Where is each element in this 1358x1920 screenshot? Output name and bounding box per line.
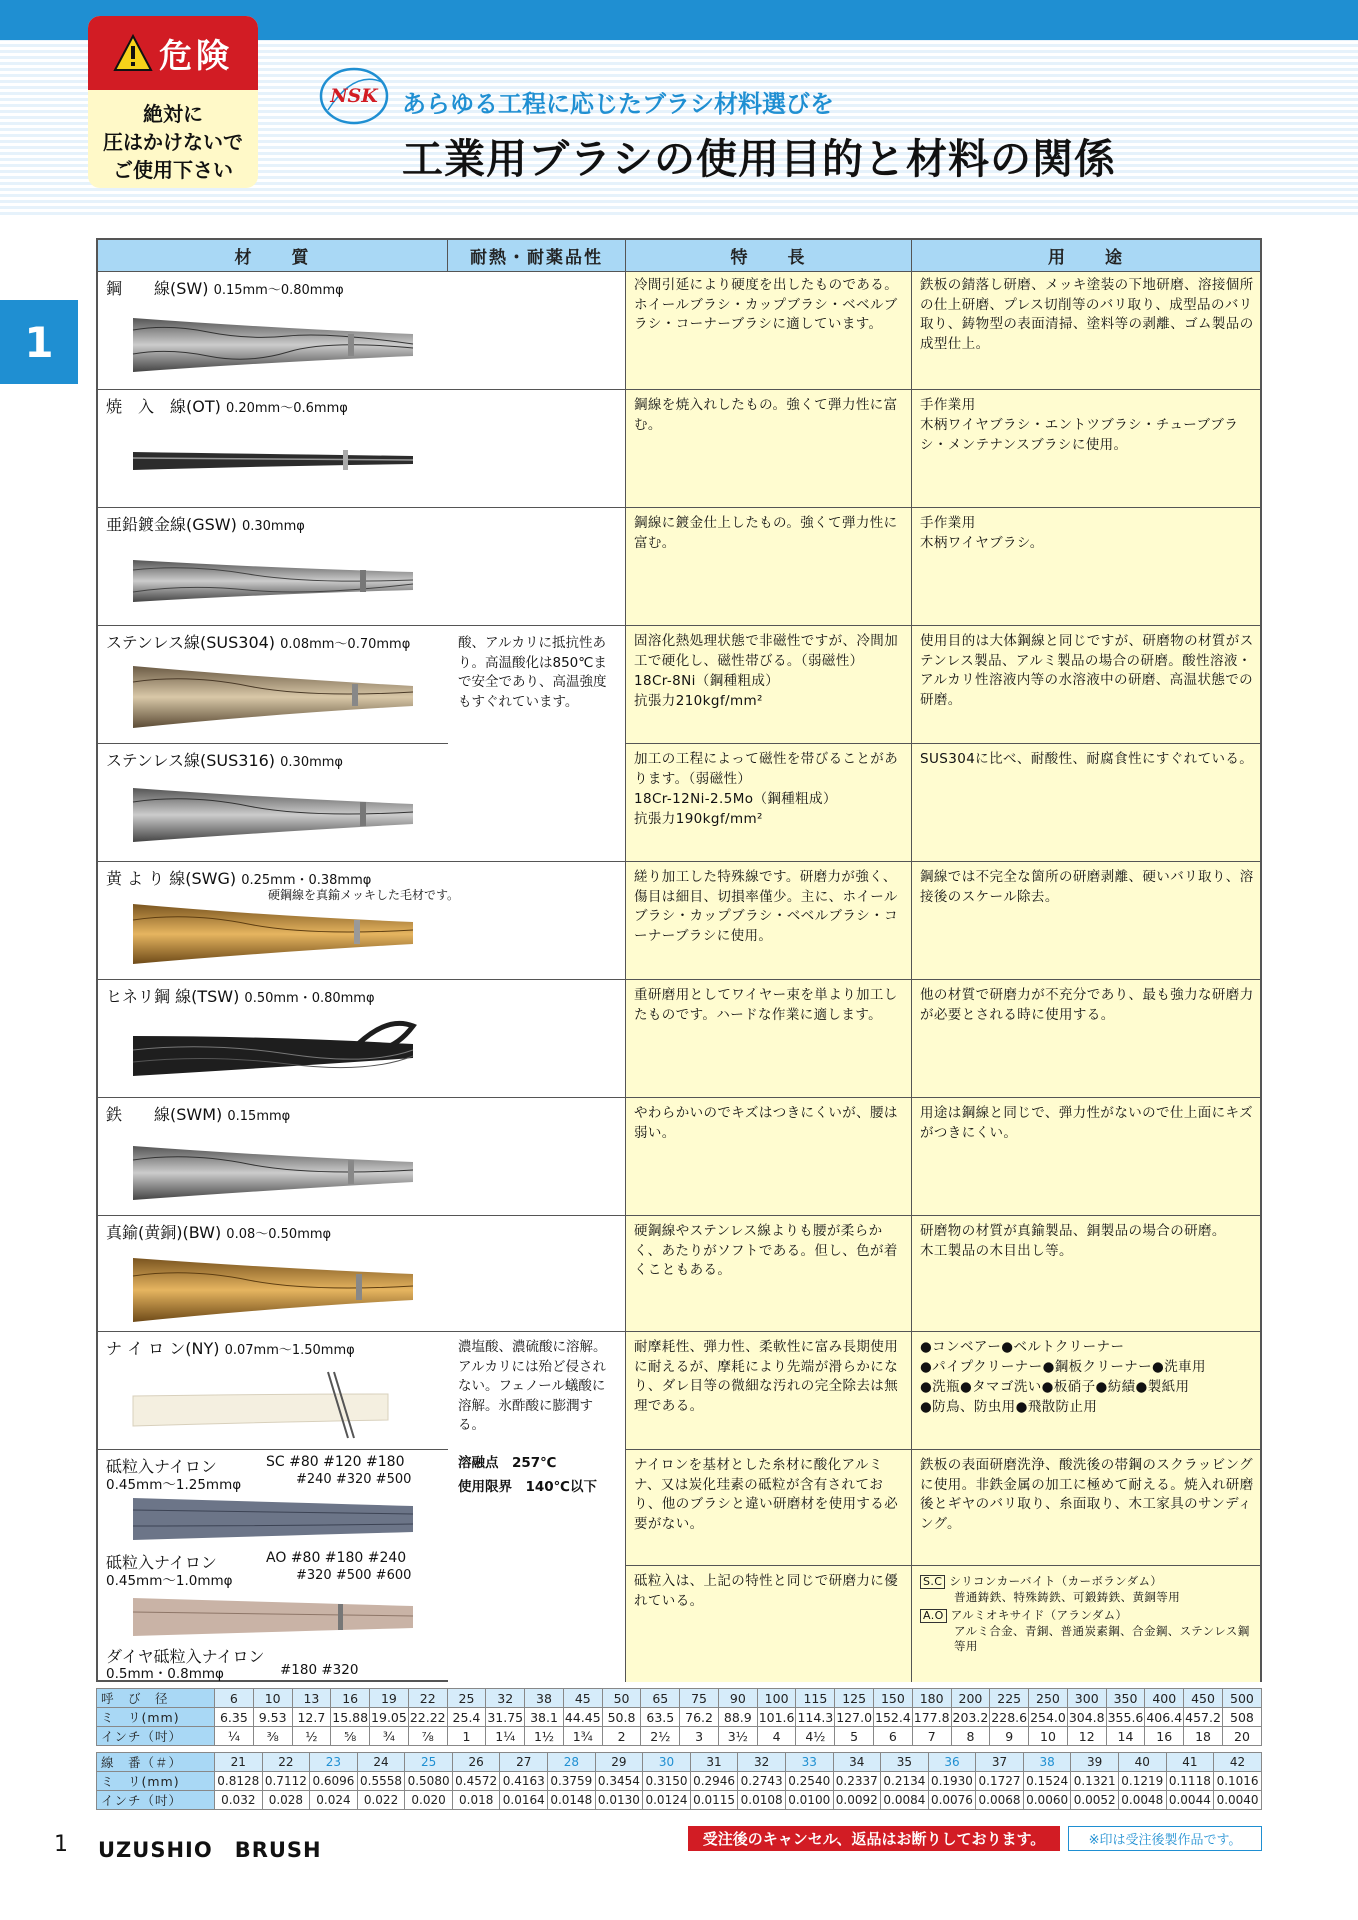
- table-cell: 12.7: [292, 1708, 331, 1727]
- table-cell: 355.6: [1107, 1709, 1144, 1725]
- use-bullet: ●パイプクリーナー●鋼板クリーナー●洗車用: [920, 1359, 1206, 1375]
- table-cell: 0.2946: [690, 1772, 738, 1791]
- table-cell: 0.032: [215, 1791, 263, 1810]
- use-text: 使用目的は大体鋼線と同じですが、研磨物の材質がステンレス製品、アルミ製品の場合の研磨。酸性溶液・アルカリ性溶液内等の水溶液中の研磨、高温状態での研磨。: [920, 633, 1254, 708]
- feature-text: 耐摩耗性、弾力性、柔軟性に富み長期使用に耐えるが、摩耗により先端が滑らかになり、ダレ目等の微細な汚れの完全除去は無理である。: [634, 1339, 899, 1414]
- use-text: 木柄ワイヤブラシ。: [920, 535, 1044, 551]
- table-cell: 22: [408, 1689, 447, 1708]
- table-cell: 2½: [641, 1727, 680, 1746]
- abrasive-size: 0.45mm〜1.25mmφ: [106, 1477, 242, 1493]
- table-cell: 1¾: [563, 1727, 602, 1746]
- table-cell: 500: [1222, 1689, 1261, 1708]
- table-cell: 35: [881, 1753, 929, 1772]
- table-cell: 180: [912, 1689, 951, 1708]
- table-cell: 39: [1071, 1753, 1119, 1772]
- abrasive-size: 0.5mm・0.8mmφ: [106, 1666, 224, 1682]
- row-label: ミ リ(mm): [97, 1772, 215, 1791]
- table-cell: 1½: [525, 1727, 564, 1746]
- table-cell: 25: [447, 1689, 486, 1708]
- row-divider: [98, 979, 1260, 980]
- table-cell: 0.020: [405, 1791, 453, 1810]
- table-cell: 75: [680, 1689, 719, 1708]
- table-cell: 63.5: [641, 1708, 680, 1727]
- table-cell: 0.0092: [833, 1791, 881, 1810]
- material-name: ヒネリ鋼 線(TSW) 0.50mm・0.80mmφ: [106, 987, 375, 1006]
- table-cell: 9: [990, 1727, 1029, 1746]
- table-cell: 24: [357, 1753, 405, 1772]
- use-text: 手作業用: [920, 397, 976, 413]
- table-cell: 0.6096: [310, 1772, 358, 1791]
- table-cell: 508: [1222, 1708, 1261, 1727]
- table-cell: 18: [1184, 1727, 1223, 1746]
- danger-title: 危険: [159, 35, 233, 75]
- table-cell: 0.0148: [548, 1791, 596, 1810]
- table-cell: 0.0108: [738, 1791, 786, 1810]
- material-name: ステンレス線(SUS316) 0.30mmφ: [106, 751, 344, 770]
- table-cell: 115: [796, 1689, 835, 1708]
- table-cell: 31.75: [487, 1709, 524, 1725]
- table-cell: 32: [486, 1689, 525, 1708]
- table-cell: 45: [563, 1689, 602, 1708]
- table-cell: 6: [874, 1727, 913, 1746]
- material-name: 亜鉛鍍金線(GSW) 0.30mmφ: [106, 515, 305, 534]
- table-cell: 0.0124: [643, 1791, 691, 1810]
- table-cell: 41: [1166, 1753, 1214, 1772]
- abrasive-grade: SC #80 #120 #180: [266, 1454, 405, 1470]
- table-cell: 38: [525, 1689, 564, 1708]
- use-text: 他の材質で研磨力が不充分であり、最も強力な研磨力が必要とされる時に使用する。: [920, 987, 1254, 1023]
- table-cell: 0.5080: [405, 1772, 453, 1791]
- feature-text: 抗張力210kgf/mm²: [634, 693, 763, 709]
- iron-wire-brush-image: [128, 1138, 418, 1208]
- material-name: 真鍮(黄銅)(BW) 0.08〜0.50mmφ: [106, 1223, 332, 1242]
- table-cell: 90: [718, 1689, 757, 1708]
- table-cell: 125: [835, 1689, 874, 1708]
- table-cell: 0.1321: [1071, 1772, 1119, 1791]
- row-divider: [626, 743, 1260, 744]
- nsk-logo: [318, 66, 390, 126]
- table-cell: 6: [215, 1689, 254, 1708]
- gauge-number-row: [97, 1753, 1262, 1772]
- wire-gauge-table: [96, 1752, 1262, 1810]
- table-cell: 228.6: [991, 1709, 1028, 1725]
- danger-message: [88, 90, 258, 184]
- table-cell: 0.2337: [833, 1772, 881, 1791]
- abrasive-nylon-ao-brush-image: [128, 1592, 418, 1642]
- table-cell: 1: [447, 1727, 486, 1746]
- table-cell: 22: [262, 1753, 310, 1772]
- table-cell: 8: [951, 1727, 990, 1746]
- table-cell: 400: [1145, 1689, 1184, 1708]
- table-cell: 4: [757, 1727, 796, 1746]
- legend-code: A.O: [920, 1609, 947, 1623]
- nominal-size-row: [97, 1689, 1262, 1708]
- table-cell: 0.1930: [928, 1772, 976, 1791]
- abrasive-name: ダイヤ砥粒入ナイロン: [106, 1647, 265, 1666]
- table-cell: 50: [602, 1689, 641, 1708]
- material-name: 鉄 線(SWM) 0.15mmφ: [106, 1105, 291, 1124]
- use-text: 鋼線では不完全な箇所の研磨剥離、硬いバリ取り、溶接後のスケール除去。: [920, 869, 1254, 905]
- twisted-steel-brush-image: [128, 1006, 418, 1096]
- table-cell: 19: [370, 1689, 409, 1708]
- table-cell: 177.8: [913, 1709, 950, 1725]
- material-name: ステンレス線(SUS304) 0.08mm〜0.70mmφ: [106, 633, 411, 652]
- table-cell: 25.4: [447, 1708, 486, 1727]
- use-bullet: ●コンベアー●ベルトクリーナー: [920, 1339, 1125, 1355]
- feature-text: 鋼線を焼入れしたもの。強くて弾力性に富む。: [634, 397, 898, 433]
- feature-text: 冷間引延により硬度を出したものである。ホイールブラシ・カップブラシ・ベベルブラシ・コーナーブラシに適しています。: [634, 277, 899, 332]
- table-cell: 0.7112: [262, 1772, 310, 1791]
- abrasive-grits: #320 #500 #600: [296, 1568, 412, 1583]
- table-cell: 0.022: [357, 1791, 405, 1810]
- table-cell: 32: [738, 1753, 786, 1772]
- use-text: 鉄板の錆落し研磨、メッキ塗装の下地研磨、溶接個所の仕上研磨、プレス切削等のバリ取り、成型品のバリ取り、鋳物型の表面清掃、塗料等の剥離、ゴム製品の成型仕上。: [920, 277, 1254, 352]
- table-cell: 0.0130: [595, 1791, 643, 1810]
- feature-text: 18Cr-8Ni（鋼種粗成）: [634, 673, 780, 689]
- table-cell: 21: [215, 1753, 263, 1772]
- row-divider: [98, 1097, 1260, 1098]
- table-cell: 37: [976, 1753, 1024, 1772]
- material-table: [96, 238, 1262, 1682]
- feature-text: 加工の工程によって磁性を帯びることがあります。（弱磁性）: [634, 751, 899, 787]
- feature-text: 砥粒入は、上記の特性と同じで研磨力に優れている。: [634, 1573, 899, 1609]
- table-cell: 0.0048: [1118, 1791, 1166, 1810]
- table-cell: 254.0: [1030, 1709, 1066, 1725]
- legend-name: シリコンカーバイト（カーボランダム）: [949, 1574, 1163, 1588]
- legend-desc: アルミ合金、青銅、普通炭素鋼、合金鋼、ステンレス鋼等用: [954, 1624, 1250, 1653]
- hardened-wire-brush-image: [128, 434, 418, 484]
- table-cell: 0.018: [452, 1791, 500, 1810]
- table-cell: 19.05: [371, 1709, 407, 1725]
- table-cell: 38: [1023, 1753, 1071, 1772]
- danger-warning-box: [88, 16, 258, 188]
- abrasive-legend-sc: [918, 1574, 1256, 1589]
- usage-limit: 使用限界 140℃以下: [458, 1479, 598, 1495]
- abrasive-size: 0.45mm〜1.0mmφ: [106, 1573, 233, 1589]
- feature-text: 抗張力190kgf/mm²: [634, 811, 763, 827]
- table-cell: 0.0164: [500, 1791, 548, 1810]
- table-cell: 114.3: [797, 1709, 834, 1725]
- feature-text: やわらかいのでキズはつきにくいが、腰は弱い。: [634, 1105, 898, 1141]
- row-label: インチ（吋）: [97, 1727, 215, 1746]
- row-divider: [626, 1449, 1260, 1450]
- material-name: ナ イ ロ ン(NY) 0.07mm〜1.50mmφ: [106, 1339, 355, 1358]
- column-header-material: 材 質: [98, 240, 448, 272]
- table-cell: 0.2743: [738, 1772, 786, 1791]
- mm-row: [97, 1708, 1262, 1727]
- table-cell: ½: [292, 1727, 331, 1746]
- column-header-uses: 用 途: [912, 240, 1260, 272]
- use-text: 木柄ワイヤブラシ・エントツブラシ・チューブブラシ・メンテナンスブラシに使用。: [920, 417, 1239, 453]
- chapter-tab: 1: [0, 300, 78, 384]
- table-cell: 16: [1145, 1727, 1184, 1746]
- table-cell: 150: [874, 1689, 913, 1708]
- material-note: 硬鋼線を真鍮メッキした毛材です。: [268, 888, 460, 902]
- table-cell: 20: [1222, 1727, 1261, 1746]
- danger-line: ご使用下さい: [113, 158, 233, 182]
- use-bullet: ●防鳥、防虫用●飛散防止用: [920, 1399, 1098, 1415]
- table-cell: 450: [1184, 1689, 1223, 1708]
- row-label: ミ リ(mm): [97, 1708, 215, 1727]
- table-cell: 16: [331, 1689, 370, 1708]
- table-cell: 14: [1106, 1727, 1145, 1746]
- page-title: 工業用ブラシの使用目的と材料の関係: [402, 135, 1116, 183]
- table-cell: 22.22: [409, 1709, 446, 1725]
- material-name: 焼 入 線(OT) 0.20mm〜0.6mmφ: [106, 397, 348, 416]
- table-cell: 38.1: [525, 1708, 564, 1727]
- steel-wire-brush-image: [128, 310, 418, 380]
- table-cell: 3: [680, 1727, 719, 1746]
- table-cell: 457.2: [1185, 1709, 1221, 1725]
- table-cell: 1¼: [486, 1727, 525, 1746]
- table-cell: 30: [643, 1753, 691, 1772]
- row-label: 呼 び 径: [97, 1689, 215, 1708]
- feature-text: 縒り加工した特殊線です。研磨力が強く、傷目は細目、切損率僅少。主に、ホイールブラシ・カップブラシ・ベベルブラシ・コーナーブラシに使用。: [634, 869, 898, 944]
- feature-text: 硬鋼線やステンレス線よりも腰が柔らかく、あたりがソフトである。但し、色が着くこともある。: [634, 1223, 898, 1278]
- row-divider: [98, 861, 1260, 862]
- table-cell: 300: [1067, 1689, 1106, 1708]
- table-cell: 0.1016: [1214, 1772, 1262, 1791]
- gauge-mm-row: [97, 1772, 1262, 1791]
- brass-twisted-wire-brush-image: [128, 898, 418, 970]
- abrasive-grade: AO #80 #180 #240: [266, 1550, 407, 1566]
- danger-line: 圧はかけないで: [103, 130, 243, 154]
- feature-text: 固溶化熱処理状態で非磁性ですが、冷間加工で硬化し、磁性帯びる。（弱磁性）: [634, 633, 899, 669]
- brass-wire-brush-image: [128, 1252, 418, 1328]
- table-cell: 0.0040: [1214, 1791, 1262, 1810]
- table-cell: 10: [253, 1689, 292, 1708]
- table-cell: 0.0052: [1071, 1791, 1119, 1810]
- table-cell: 40: [1118, 1753, 1166, 1772]
- page-number: 1: [54, 1832, 68, 1857]
- brand-name: UZUSHIO BRUSH: [98, 1838, 322, 1862]
- table-cell: 200: [951, 1689, 990, 1708]
- table-cell: 31: [690, 1753, 738, 1772]
- use-text: 鉄板の表面研磨洗浄、酸洗後の帯鋼のスクラッビングに使用。非鉄金属の加工に極めて耐える。焼入れ研磨後とギヤのバリ取り、糸面取り、木工家具のサンディング。: [920, 1457, 1254, 1532]
- table-cell: 0.1118: [1166, 1772, 1214, 1791]
- table-cell: 0.0044: [1166, 1791, 1214, 1810]
- row-label: インチ（吋）: [97, 1791, 215, 1810]
- sus304-brush-image: [128, 660, 418, 734]
- abrasive-nylon-sc-brush-image: [128, 1492, 418, 1546]
- table-cell: 203.2: [952, 1709, 989, 1725]
- table-cell: 12: [1067, 1727, 1106, 1746]
- table-cell: 0.4572: [452, 1772, 500, 1791]
- table-cell: 225: [990, 1689, 1029, 1708]
- warning-triangle-icon: [113, 34, 153, 72]
- abrasive-name: 砥粒入ナイロン: [106, 1553, 217, 1572]
- table-cell: 0.8128: [215, 1772, 263, 1791]
- row-divider: [98, 743, 448, 744]
- table-cell: ¾: [370, 1727, 409, 1746]
- table-cell: 0.0076: [928, 1791, 976, 1810]
- row-divider: [626, 1565, 1260, 1566]
- legend-code: S.C: [920, 1575, 945, 1589]
- galvanized-wire-brush-image: [128, 550, 418, 610]
- material-name: 黄 よ り 線(SWG) 0.25mm・0.38mmφ: [106, 869, 372, 888]
- table-cell: 34: [833, 1753, 881, 1772]
- legend-desc: 普通鋳鉄、特殊鋳鉄、可鍛鋳鉄、黄銅等用: [954, 1590, 1181, 1604]
- use-text: SUS304に比べ、耐酸性、耐腐食性にすぐれている。: [920, 751, 1254, 767]
- table-cell: 6.35: [215, 1708, 254, 1727]
- table-cell: 0.1727: [976, 1772, 1024, 1791]
- table-cell: 10: [1029, 1727, 1068, 1746]
- table-cell: 5: [835, 1727, 874, 1746]
- table-cell: 13: [292, 1689, 331, 1708]
- sus316-brush-image: [128, 780, 418, 850]
- row-divider: [98, 1331, 1260, 1332]
- table-cell: 0.3454: [595, 1772, 643, 1791]
- resistance-text: 酸、アルカリに抵抗性あり。高温酸化は850℃まで安全であり、高温強度もすぐれています。: [458, 635, 607, 710]
- table-cell: ⅞: [408, 1727, 447, 1746]
- table-cell: 26: [452, 1753, 500, 1772]
- table-cell: 44.45: [564, 1709, 601, 1725]
- page-subtitle: あらゆる工程に応じたブラシ材料選びを: [402, 90, 834, 118]
- column-header-resistance: 耐熱・耐薬品性: [448, 240, 626, 272]
- order-note: ※印は受注後製作品です。: [1068, 1826, 1262, 1851]
- legend-name: アルミオキサイド（アランダム）: [950, 1608, 1128, 1622]
- table-cell: ⅝: [331, 1727, 370, 1746]
- table-cell: 33: [785, 1753, 833, 1772]
- table-cell: 250: [1029, 1689, 1068, 1708]
- row-divider: [98, 507, 1260, 508]
- table-cell: 23: [310, 1753, 358, 1772]
- nylon-brush-image: [128, 1360, 418, 1440]
- column-header-features: 特 長: [626, 240, 912, 272]
- danger-heading: [88, 16, 258, 90]
- table-cell: 7: [912, 1727, 951, 1746]
- table-cell: 88.9: [718, 1708, 757, 1727]
- use-bullet: ●洗瓶●タマゴ洗い●板硝子●紡績●製紙用: [920, 1379, 1190, 1395]
- size-conversion-table: [96, 1688, 1262, 1746]
- table-cell: 0.0084: [881, 1791, 929, 1810]
- table-cell: 100: [757, 1689, 796, 1708]
- table-cell: 127.0: [836, 1709, 873, 1725]
- table-cell: 65: [641, 1689, 680, 1708]
- cancel-notice: 受注後のキャンセル、返品はお断りしております。: [688, 1826, 1060, 1851]
- row-divider: [98, 1215, 1260, 1216]
- feature-text: ナイロンを基材とした糸材に酸化アルミナ、又は炭化珪素の砥粒が含有されており、他のブラシと違い研磨材を使用する必要がない。: [634, 1457, 899, 1532]
- abrasive-name: 砥粒入ナイロン: [106, 1457, 217, 1476]
- use-text: 木工製品の木目出し等。: [920, 1243, 1073, 1259]
- abrasive-grits: #180 #320: [280, 1662, 359, 1678]
- table-cell: 0.0060: [1023, 1791, 1071, 1810]
- table-cell: ¼: [215, 1727, 254, 1746]
- melting-point: 溶融点 257℃: [458, 1455, 557, 1471]
- table-cell: 4½: [796, 1727, 835, 1746]
- table-cell: 304.8: [1068, 1709, 1105, 1725]
- table-cell: 0.3150: [643, 1772, 691, 1791]
- table-cell: 15.88: [332, 1709, 369, 1725]
- table-cell: 50.8: [602, 1708, 641, 1727]
- table-cell: 0.0115: [690, 1791, 738, 1810]
- table-cell: 101.6: [758, 1709, 795, 1725]
- table-cell: 0.4163: [500, 1772, 548, 1791]
- use-text: 研磨物の材質が真鍮製品、銅製品の場合の研磨。: [920, 1223, 1226, 1239]
- row-divider: [98, 625, 1260, 626]
- gauge-inch-row: [97, 1791, 1262, 1810]
- table-cell: 27: [500, 1753, 548, 1772]
- row-divider: [98, 389, 1260, 390]
- use-text: 手作業用: [920, 515, 976, 531]
- table-cell: 25: [405, 1753, 453, 1772]
- resistance-text: 濃塩酸、濃硫酸に溶解。アルカリには殆ど侵されない。フェノール蟻酸に溶解。氷酢酸に膨潤する。: [458, 1339, 607, 1433]
- table-cell: 0.2540: [785, 1772, 833, 1791]
- table-cell: 0.0068: [976, 1791, 1024, 1810]
- table-cell: 29: [595, 1753, 643, 1772]
- table-cell: 9.53: [253, 1708, 292, 1727]
- feature-text: 鋼線に鍍金仕上したもの。強くて弾力性に富む。: [634, 515, 898, 551]
- table-cell: 0.024: [310, 1791, 358, 1810]
- use-text: 用途は鋼線と同じで、弾力性がないので仕上面にキズがつきにくい。: [920, 1105, 1254, 1141]
- feature-text: 重研磨用としてワイヤー束を単より加工したものです。ハードな作業に適します。: [634, 987, 898, 1023]
- inch-row: [97, 1727, 1262, 1746]
- material-name: 鋼 線(SW) 0.15mm〜0.80mmφ: [106, 279, 344, 298]
- table-cell: 28: [548, 1753, 596, 1772]
- table-cell: 36: [928, 1753, 976, 1772]
- table-cell: 0.3759: [548, 1772, 596, 1791]
- table-cell: 0.1524: [1023, 1772, 1071, 1791]
- table-cell: 0.2134: [881, 1772, 929, 1791]
- table-cell: 3½: [718, 1727, 757, 1746]
- table-cell: ⅜: [253, 1727, 292, 1746]
- svg-text:NSK: NSK: [330, 85, 378, 107]
- table-cell: 350: [1106, 1689, 1145, 1708]
- row-label: 線 番（＃）: [97, 1753, 215, 1772]
- table-cell: 152.4: [875, 1709, 911, 1725]
- table-cell: 2: [602, 1727, 641, 1746]
- feature-text: 18Cr-12Ni-2.5Mo（鋼種粗成）: [634, 791, 837, 807]
- danger-line: 絶対に: [143, 102, 203, 126]
- table-cell: 42: [1214, 1753, 1262, 1772]
- table-cell: 0.1219: [1118, 1772, 1166, 1791]
- row-divider: [98, 1449, 448, 1450]
- table-cell: 76.2: [680, 1708, 719, 1727]
- abrasive-legend-ao: [918, 1608, 1256, 1623]
- table-cell: 0.5558: [357, 1772, 405, 1791]
- table-cell: 406.4: [1146, 1709, 1183, 1725]
- table-cell: 0.028: [262, 1791, 310, 1810]
- table-cell: 0.0100: [785, 1791, 833, 1810]
- abrasive-grits: #240 #320 #500: [296, 1472, 412, 1487]
